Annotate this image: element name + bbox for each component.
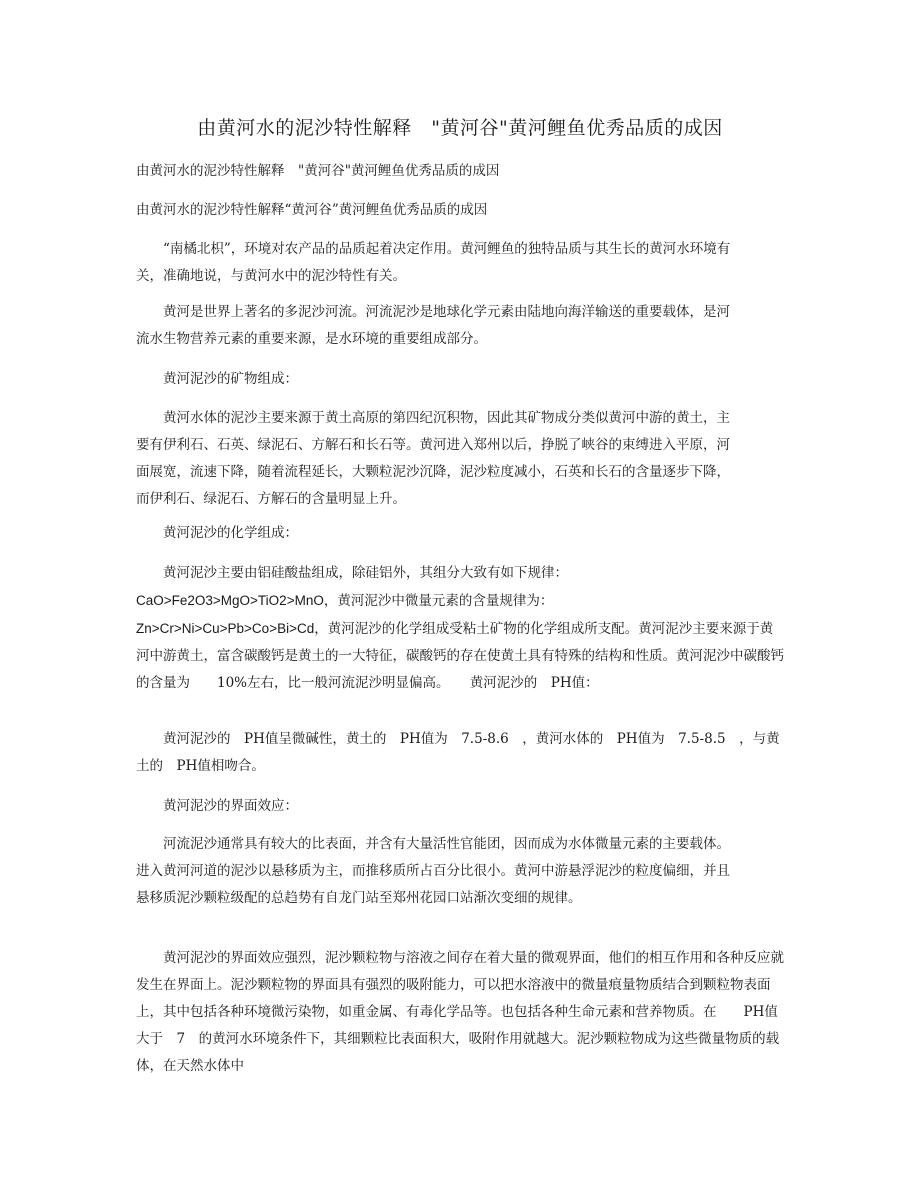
- heading-interface-effect: 黄河泥沙的界面效应：: [136, 798, 298, 814]
- paragraph-interface-effect-1: 河流泥沙通常具有较大的比表面，并含有大量活性官能团，因而成为水体微量元素的主要载体。进入黄河河道的泥沙以悬移质为主，而推移质所占百分比很小。黄河中游悬浮泥沙的粒度偏细，并且悬移质泥沙颗粒级配的总趋势有自龙门站至郑州花园口站渐次变细的规律。: [136, 836, 730, 906]
- chem-rest: ，黄河泥沙的化学组成受粘土矿物的化学组成所支配。黄河泥沙主要来源于黄河中游黄土，富含碳酸钙是黄土的一大特征，碳酸钙的存在使黄土具有特殊的结构和性质。黄河泥沙中碳酸钙的含量为 10%左右，比一般河流泥沙明显偏高。 黄河泥沙的 PH值：: [136, 621, 784, 691]
- trace-element-order-formula: Zn>Cr>Ni>Cu>Pb>Co>Bi>Cd: [136, 621, 315, 636]
- subtitle-1: 由黄河水的泥沙特性解释 "黄河谷"黄河鲤鱼优秀品质的成因: [136, 163, 500, 179]
- oxide-order-formula: CaO>Fe2O3>MgO>TiO2>MnO: [136, 593, 324, 608]
- chem-line-2: ，黄河泥沙中微量元素的含量规律为：: [323, 593, 554, 609]
- document-title: 由黄河水的泥沙特性解释 "黄河谷"黄河鲤鱼优秀品质的成因: [197, 117, 723, 139]
- subtitle-2: 由黄河水的泥沙特性解释“黄河谷”黄河鲤鱼优秀品质的成因: [136, 202, 488, 218]
- paragraph-chemical-composition: [136, 560, 784, 697]
- heading-chemical-composition: 黄河泥沙的化学组成：: [136, 525, 298, 541]
- paragraph-intro: “南橘北枳”，环境对农产品的品质起着决定作用。黄河鲤鱼的独特品质与其生长的黄河水环境有关，准确地说，与黄河水中的泥沙特性有关。: [136, 241, 731, 284]
- paragraph-ph-value: 黄河泥沙的 PH值呈微碱性，黄土的 PH值为 7.5-8.6 ，黄河水体的 PH值为 7.5-8.5 ，与黄土的 PH值相吻合。: [136, 731, 780, 774]
- paragraph-yellow-river: 黄河是世界上著名的多泥沙河流。河流泥沙是地球化学元素由陆地向海洋输送的重要载体，是河流水生物营养元素的重要来源，是水环境的重要组成部分。: [136, 304, 730, 347]
- chem-line-1: 黄河泥沙主要由铝硅酸盐组成，除硅铝外，其组分大致有如下规律：: [136, 565, 568, 581]
- paragraph-mineral-composition: 黄河水体的泥沙主要来源于黄土高原的第四纪沉积物，因此其矿物成分类似黄河中游的黄土，主要有伊利石、石英、绿泥石、方解石和长石等。黄河进入郑州以后，挣脱了峡谷的束缚进入平原，河面展宽，流速下降，随着流程延长，大颗粒泥沙沉降，泥沙粒度减小，石英和长石的含量逐步下降，而伊利石、绿泥石、方解石的含量明显上升。: [136, 410, 730, 507]
- paragraph-interface-effect-2: 黄河泥沙的界面效应强烈，泥沙颗粒物与溶液之间存在着大量的微观界面，他们的相互作用和各种反应就发生在界面上。泥沙颗粒物的界面具有强烈的吸附能力，可以把水溶液中的微量痕量物质结合到颗粒物表面上，其中包括各种环境微污染物，如重金属、有毒化学品等。也包括各种生命元素和营养物质。在 PH值大于 7 的黄河水环境条件下，其细颗粒比表面积大，吸附作用就越大。泥沙颗粒物成为这些微量物质的载体，在天然水体中: [136, 950, 784, 1074]
- heading-mineral-composition: 黄河泥沙的矿物组成：: [136, 371, 298, 387]
